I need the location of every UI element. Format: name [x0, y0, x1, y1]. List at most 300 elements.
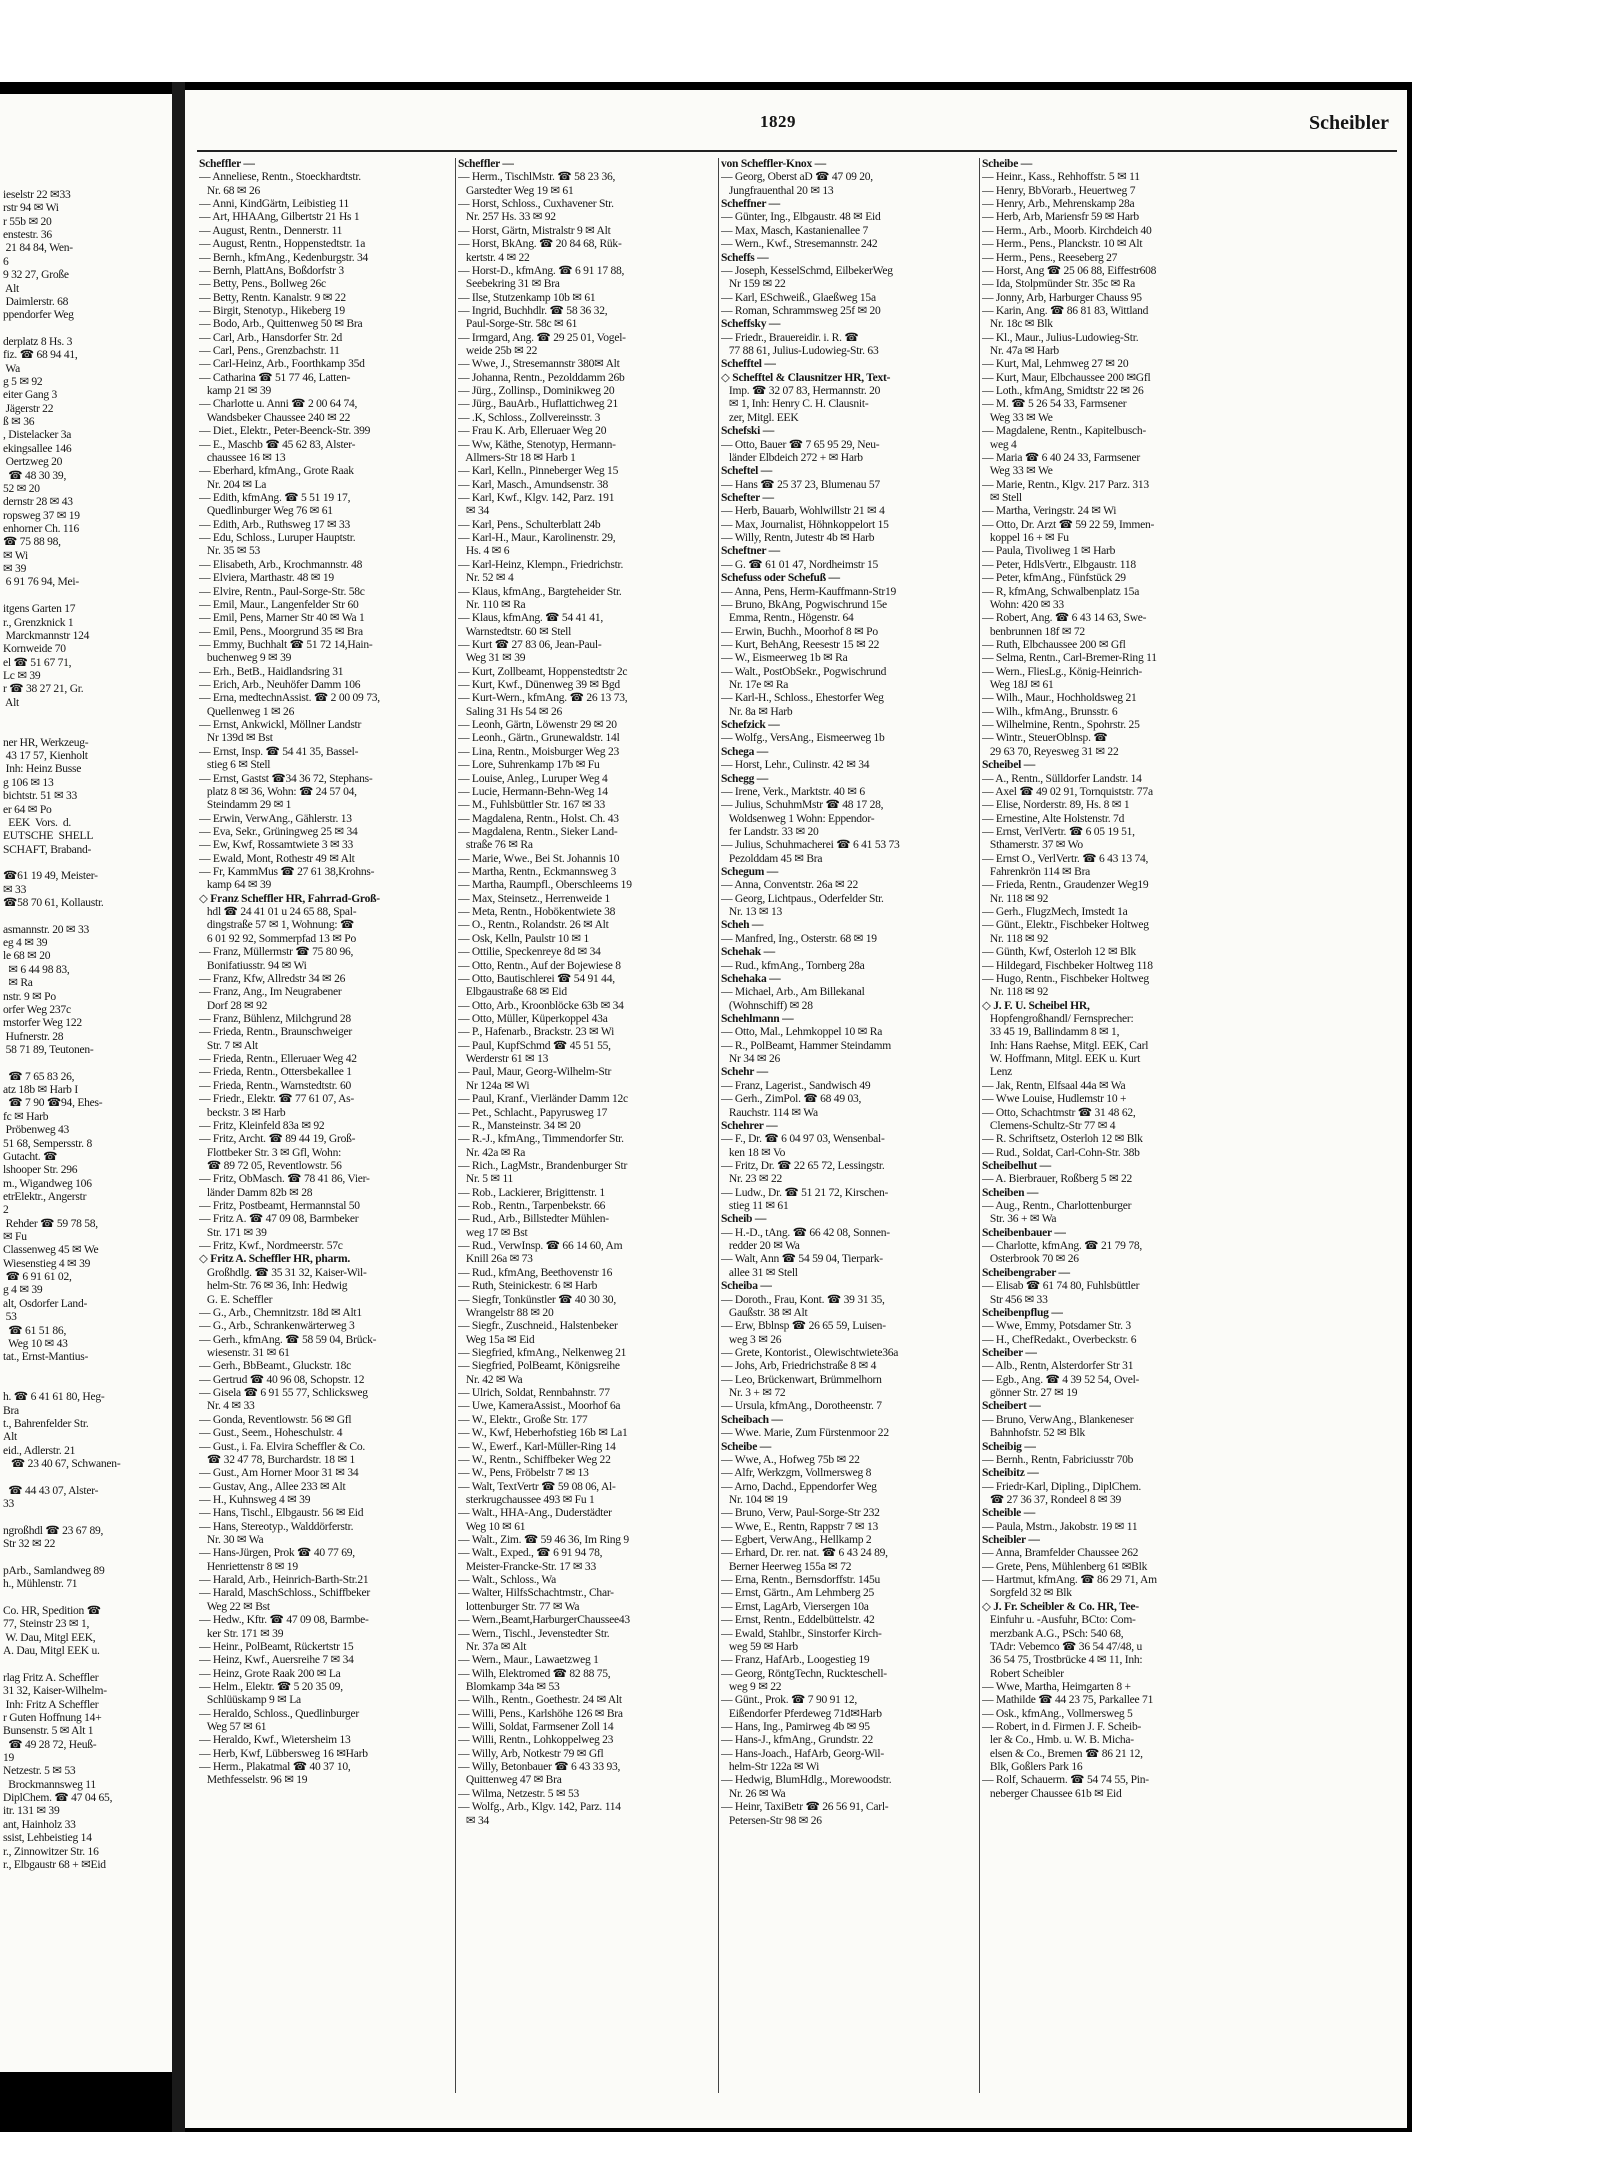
directory-entry-line: — Doroth., Frau, Kont. ☎ 39 31 35, — [721, 1293, 885, 1306]
directory-entry-line: Wa — [3, 362, 21, 375]
directory-entry-line: Scheibenbauer — — [982, 1226, 1066, 1239]
directory-entry-line — [3, 1378, 171, 1391]
directory-entry-line: — Fritz, Kleinfeld 83a ✉ 92 — [199, 1119, 325, 1132]
directory-entry-line: — Wern., Kwf., Stresemannstr. 242 — [721, 238, 878, 251]
directory-entry-line: DiplChem. ☎ 47 04 65, — [3, 1792, 113, 1805]
directory-entry-line: ler & Co., Hmb. u. W. B. Micha- — [982, 1734, 1134, 1747]
directory-entry-line: — Grete, Kontorist., Olewischtwiete36a — [721, 1346, 899, 1359]
directory-entry-line: Scheibel — — [982, 759, 1035, 772]
directory-entry-line: — Anna, Bramfelder Chaussee 262 — [982, 1547, 1139, 1560]
directory-entry-line: — Hildegard, Fischbeker Holtweg 118 — [982, 959, 1153, 972]
directory-entry-line: — M., Fuhlsbüttler Str. 167 ✉ 33 — [458, 799, 605, 812]
directory-entry-line: — G., Arb., Schrankenwärterweg 3 — [199, 1320, 355, 1333]
directory-entry-line: — Hans, Stereotyp., Walddörferstr. — [199, 1520, 354, 1533]
directory-entry-line: Marckmannstr 124 — [3, 629, 90, 642]
directory-entry-line: — Kurt, Kwf., Dünenweg 39 ✉ Bgd — [458, 679, 620, 692]
directory-entry-line: — W., Rentn., Schiffbeker Weg 22 — [458, 1453, 611, 1466]
directory-entry-line: g 4 ✉ 39 — [3, 1284, 43, 1297]
directory-entry-line: — Hans, Ing., Pamirweg 4b ✉ 95 — [721, 1721, 870, 1734]
directory-entry-line: Weg 22 ✉ Bst — [199, 1600, 270, 1613]
directory-entry-line: — Kurt-Wern., kfmAng. ☎ 26 13 73, — [458, 692, 628, 705]
directory-entry-line: — Gonda, Reventlowstr. 56 ✉ Gfl — [199, 1413, 352, 1426]
directory-entry-line: — Leo, Brückenwart, Brümmelhorn — [721, 1373, 882, 1386]
directory-entry-line: — Paula, Mstrn., Jakobstr. 19 ✉ 11 — [982, 1520, 1138, 1533]
directory-entry-line: EUTSCHE SHELL — [3, 830, 94, 843]
directory-entry-line: helm-Str. 76 ✉ 36, Inh: Hedwig — [199, 1280, 348, 1293]
directory-entry-line: — Friedr., Elektr. ☎ 77 61 07, As- — [199, 1093, 355, 1106]
directory-entry-line: — Michael, Arb., Am Billekanal — [721, 986, 865, 999]
directory-entry-line: — Elisabeth, Arb., Krochmannstr. 48 — [199, 558, 363, 571]
directory-entry-line: — Erh., BetB., Haidlandsring 31 — [199, 665, 344, 678]
directory-entry-line: r., Elbgaustr 68 + ✉Eid — [3, 1858, 106, 1871]
directory-entry-line: Scheibler — — [982, 1534, 1040, 1547]
directory-entry-line: Scheiber — — [982, 1346, 1037, 1359]
directory-entry-line: h., Mühlenstr. 71 — [3, 1578, 78, 1591]
directory-entry-line: Petersen-Str 98 ✉ 26 — [721, 1814, 822, 1827]
directory-entry-line: — Charlotte u. Anni ☎ 2 00 64 74, — [199, 398, 358, 411]
scanned-spread — [0, 82, 1412, 2132]
directory-entry-line: Nr 159 ✉ 22 — [721, 278, 786, 291]
directory-entry-line: r Guten Hoffnung 14+ — [3, 1711, 102, 1724]
directory-entry-line: Alt — [3, 696, 20, 709]
directory-entry-line: rlag Fritz A. Scheffler — [3, 1671, 99, 1684]
directory-entry-line: 77, Steinstr 23 ✉ 1, — [3, 1618, 90, 1631]
directory-entry-line: — Edu, Schloss., Luruper Hauptstr. — [199, 532, 356, 545]
directory-entry-line: — Ottilie, Speckenreye 8d ✉ 34 — [458, 946, 601, 959]
running-head: Scheibler — [1309, 112, 1389, 134]
directory-entry-line: Nr. 42 ✉ Wa — [458, 1373, 523, 1386]
directory-entry-line: atz 18b ✉ Harb I — [3, 1084, 78, 1097]
directory-entry-line: — Karl, ESchweiß., Glaeßweg 15a — [721, 291, 876, 304]
directory-entry-line: — Hugo, Rentn., Fischbeker Holtweg — [982, 972, 1149, 985]
directory-entry-line: Gutacht. ☎ — [3, 1150, 58, 1163]
directory-entry-line: chaussee 16 ✉ 13 — [199, 451, 286, 464]
directory-entry-line: — Gerh., ZimPol. ☎ 68 49 03, — [721, 1093, 862, 1106]
directory-entry-line: ner HR, Werkzeug- — [3, 736, 89, 749]
directory-entry-line: Fahrenkrön 114 ✉ Bra — [982, 866, 1091, 879]
directory-entry-line: — Marie, Rentn., Klgv. 217 Parz. 313 — [982, 478, 1149, 491]
directory-entry-line: Lenz — [982, 1066, 1012, 1079]
directory-entry-line: — Willi, Soldat, Farmsener Zoll 14 — [458, 1721, 614, 1734]
directory-entry-line: Nr. 23 ✉ 22 — [721, 1173, 783, 1186]
directory-entry-line: Nr. 3 + ✉ 72 — [721, 1387, 786, 1400]
directory-entry-line — [3, 857, 171, 870]
directory-entry-line: ☎ 27 36 37, Rondeel 8 ✉ 39 — [982, 1493, 1122, 1506]
directory-entry-line: Quittenweg 47 ✉ Bra — [458, 1774, 562, 1787]
directory-entry-line: Pröbenweg 43 — [3, 1124, 70, 1137]
directory-entry-line: ☎61 19 49, Meister- — [3, 870, 98, 883]
directory-entry-line: ppendorfer Weg — [3, 309, 74, 322]
directory-entry-line: Schehr — — [721, 1066, 768, 1079]
directory-entry-line: Sorgfeld 32 ✉ Blk — [982, 1587, 1072, 1600]
directory-entry-line: — Bruno, Verw, Paul-Sorge-Str 232 — [721, 1507, 880, 1520]
directory-entry-line: — Karl, Masch., Amundsenstr. 38 — [458, 478, 609, 491]
directory-entry-line: Weg 57 ✉ 61 — [199, 1721, 267, 1734]
directory-entry-line: — Heraldo, Kwf., Wietersheim 13 — [199, 1734, 351, 1747]
directory-entry-line: — Johs, Arb, Friedrichstraße 8 ✉ 4 — [721, 1360, 877, 1373]
directory-entry-line: Str. 36 + ✉ Wa — [982, 1213, 1057, 1226]
directory-entry-line: ✉ 1, Inh: Henry C. H. Clausnit- — [721, 398, 869, 411]
directory-entry-line: — Lucie, Hermann-Behn-Weg 14 — [458, 785, 608, 798]
directory-entry-line: — Wern., Tischl., Jevenstedter Str. — [458, 1627, 610, 1640]
directory-entry-line: — E., Maschb ☎ 45 62 83, Alster- — [199, 438, 356, 451]
directory-entry-line: Scheibitz — — [982, 1467, 1039, 1480]
directory-entry-line: Hufnerstr. 28 — [3, 1030, 64, 1043]
directory-entry-line: nstr. 9 ✉ Po — [3, 990, 56, 1003]
directory-entry-line: fc ✉ Harb — [3, 1110, 49, 1123]
directory-entry-line: alt, Osdorfer Land- — [3, 1297, 88, 1310]
directory-entry-line: — Martha, Rentn., Eckmannsweg 3 — [458, 866, 617, 879]
directory-entry-line: — Walt., HHA-Ang., Duderstädter — [458, 1507, 612, 1520]
directory-entry-line: Bra — [3, 1404, 19, 1417]
directory-entry-line: — Robert, Ang. ☎ 6 43 14 63, Swe- — [982, 612, 1147, 625]
directory-entry-line: — Otto, Müller, Küperkoppel 43a — [458, 1013, 608, 1025]
directory-entry-line: — Ulrich, Soldat, Rennbahnstr. 77 — [458, 1387, 610, 1400]
directory-entry-line: — P., Hafenarb., Brackstr. 23 ✉ Wi — [458, 1026, 615, 1039]
directory-entry-line: Robert Scheibler — [982, 1667, 1064, 1680]
directory-entry-line: — O., Rentn., Rolandstr. 26 ✉ Alt — [458, 919, 609, 932]
directory-entry-line — [3, 1592, 171, 1605]
directory-entry-line: Scheiben — — [982, 1186, 1039, 1199]
directory-entry-line: weg 4 — [982, 438, 1017, 451]
directory-entry-line: 6 91 76 94, Mei- — [3, 576, 79, 589]
directory-entry-line: — Georg, Oberst aD ☎ 47 09 20, — [721, 171, 873, 184]
directory-entry-line: Schefuss oder Schefuß — — [721, 572, 840, 585]
directory-entry-line: — Alfr, Werkzgm, Vollmersweg 8 — [721, 1467, 872, 1480]
directory-entry-line: — Harald, MaschSchloss., Schiffbeker — [199, 1587, 371, 1600]
directory-entry-line: ◇ Franz Scheffler HR, Fahrrad-Groß- — [199, 892, 380, 905]
directory-entry-line: — Wolfg., Arb., Klgv. 142, Parz. 114 — [458, 1801, 621, 1814]
directory-entry-line: — Osk., kfmAng., Vollmersweg 5 — [982, 1707, 1133, 1720]
directory-entry-line: Großhdlg. ☎ 35 31 32, Kaiser-Wil- — [199, 1266, 367, 1279]
directory-entry-line: Osterbrook 70 ✉ 26 — [982, 1253, 1079, 1266]
directory-entry-line: — Kurt, Maur, Elbchaussee 200 ✉Gfl — [982, 371, 1151, 384]
directory-entry-line: elsen & Co., Bremen ☎ 86 21 12, — [982, 1747, 1143, 1760]
directory-entry-line — [3, 1659, 171, 1672]
directory-entry-line: — Wwe, Emmy, Potsdamer Str. 3 — [982, 1320, 1131, 1333]
directory-entry-line: — Ernestine, Alte Holstenstr. 7d — [982, 812, 1125, 825]
directory-entry-line: sterkrugchaussee 493 ✉ Fu 1 — [458, 1493, 595, 1506]
directory-entry-line: — Ewald, Stahlbr., Sinstorfer Kirch- — [721, 1627, 882, 1640]
directory-entry-line: — Eva, Sekr., Grüningweg 25 ✉ 34 — [199, 825, 358, 838]
directory-entry-line: — Karl, Kwf., Klgv. 142, Parz. 191 — [458, 491, 615, 504]
directory-entry-line: 51 68, Sempersstr. 8 — [3, 1137, 92, 1150]
directory-entry-line: — Hans-Joach., HafArb, Georg-Wil- — [721, 1747, 884, 1760]
directory-entry-line: Jägerstr 22 — [3, 402, 54, 415]
directory-entry-line: helm-Str 122a ✉ Wi — [721, 1761, 820, 1774]
directory-entry-line: — Pet., Schlacht., Papyrusweg 17 — [458, 1106, 608, 1119]
directory-column-4 — [982, 158, 1250, 1801]
directory-entry-line: weg 17 ✉ Bst — [458, 1226, 528, 1239]
directory-entry-line: — Rob., Rentn., Tarpenbekstr. 66 — [458, 1200, 606, 1213]
directory-entry-line: Blk, Goßlers Park 16 — [982, 1761, 1083, 1774]
directory-entry-line: — Erna, Rentn., Bernsdorffstr. 145u — [721, 1574, 881, 1587]
directory-entry-line: Bahnhofstr. 52 ✉ Blk — [982, 1427, 1086, 1440]
directory-entry-line: Werderstr 61 ✉ 13 — [458, 1053, 549, 1066]
directory-entry-line: r 55b ✉ 20 — [3, 215, 52, 228]
directory-entry-line: — Meta, Rentn., Hobökentwiete 38 — [458, 906, 616, 919]
directory-entry-line: — Paula, Tivoliweg 1 ✉ Harb — [982, 545, 1116, 558]
directory-entry-line: — H.-D., tAng. ☎ 66 42 08, Sonnen- — [721, 1226, 890, 1239]
directory-entry-line: — Carl-Heinz, Arb., Foorthkamp 35d — [199, 358, 365, 371]
directory-entry-line: Jungfrauenthal 20 ✉ 13 — [721, 184, 834, 197]
directory-entry-line: Kornweide 70 — [3, 643, 66, 656]
book-gutter — [172, 82, 185, 2132]
directory-entry-line: — Otto, Bautischlerei ☎ 54 91 44, — [458, 972, 615, 985]
directory-entry-line: — Karl-Heinz, Klempn., Friedrichstr. — [458, 558, 624, 571]
directory-entry-line: Imp. ☎ 32 07 83, Hermannstr. 20 — [721, 385, 881, 398]
directory-entry-line: Nr. 18c ✉ Blk — [982, 318, 1053, 331]
directory-entry-line: — Magdalene, Rentn., Kapitelbusch- — [982, 425, 1147, 438]
directory-entry-line: — Hans ☎ 25 37 23, Blumenau 57 — [721, 478, 880, 491]
directory-entry-line: g 106 ✉ 13 — [3, 776, 54, 789]
directory-entry-line: Flottbeker Str. 3 ✉ Gfl, Wohn: — [199, 1146, 342, 1159]
directory-entry-line: ngroßhdl ☎ 23 67 89, — [3, 1524, 104, 1537]
directory-entry-line: — Otto, Arb., Kroonblöcke 63b ✉ 34 — [458, 999, 624, 1012]
directory-entry-line: — Wilhelmine, Rentn., Spohrstr. 25 — [982, 719, 1140, 732]
directory-entry-line: — Franz, Lagerist., Sandwisch 49 — [721, 1079, 871, 1092]
column-divider — [718, 158, 719, 2093]
directory-entry-line: — Elisab ☎ 61 74 80, Fuhlsbüttler — [982, 1280, 1140, 1293]
directory-entry-line: — Bernh., Rentn, Fabriciusstr 70b — [982, 1453, 1134, 1466]
directory-entry-line: 29 63 70, Reyesweg 31 ✉ 22 — [982, 745, 1119, 758]
directory-entry-line: Hopfengroßhandl/ Fernsprecher: — [982, 1013, 1134, 1025]
directory-entry-line: — Gertrud ☎ 40 96 08, Schopstr. 12 — [199, 1373, 365, 1386]
directory-entry-line: — Willi, Rentn., Lohkoppelweg 23 — [458, 1734, 614, 1747]
directory-entry-line: — Marie, Wwe., Bei St. Johannis 10 — [458, 852, 620, 865]
directory-entry-line: — Walt, Ann ☎ 54 59 04, Tierpark- — [721, 1253, 883, 1266]
directory-entry-line: — Frieda, Rentn., Elleruaer Weg 42 — [199, 1053, 357, 1066]
directory-entry-line: — R., Mansteinstr. 34 ✉ 20 — [458, 1119, 581, 1132]
directory-entry-line: — Hartmut, kfmAng. ☎ 86 29 71, Am — [982, 1574, 1157, 1587]
directory-entry-line: itr. 131 ✉ 39 — [3, 1805, 60, 1818]
directory-entry-line: — Wern., FliesLg., König-Heinrich- — [982, 665, 1143, 678]
directory-entry-line: 77 88 61, Julius-Ludowieg-Str. 63 — [721, 345, 879, 358]
directory-entry-line: — Bruno, BkAng, Pogwischrund 15e — [721, 598, 887, 611]
directory-entry-line: länder Damm 82b ✉ 28 — [199, 1186, 313, 1199]
directory-entry-line: Emma, Rentn., Högenstr. 64 — [721, 612, 854, 625]
directory-entry-line: Scheibe — — [982, 158, 1033, 170]
directory-entry-line: — Walt., PostObSekr., Pogwischrund — [721, 665, 887, 678]
directory-entry-line: Gaußstr. 38 ✉ Alt — [721, 1306, 808, 1319]
directory-entry-line: Wandsbeker Chaussee 240 ✉ 22 — [199, 411, 351, 424]
directory-entry-line: wiesenstr. 31 ✉ 61 — [199, 1346, 290, 1359]
directory-entry-line: — Wwe, E., Rentn, Rappstr 7 ✉ 13 — [721, 1520, 879, 1533]
directory-entry-line: — Birgit, Stenotyp., Hikeberg 19 — [199, 304, 345, 317]
directory-entry-line: — Horst, Ang ☎ 25 06 88, Eiffestr608 — [982, 264, 1157, 277]
directory-entry-line: 52 ✉ 20 — [3, 482, 40, 495]
directory-entry-line: — Anna, Conventstr. 26a ✉ 22 — [721, 879, 859, 892]
directory-entry-line: stieg 11 ✉ 61 — [721, 1200, 789, 1213]
directory-entry-line: eid., Adlerstr. 21 — [3, 1444, 76, 1457]
directory-entry-line: — Heinz, Kwf., Auersreihe 7 ✉ 34 — [199, 1654, 354, 1667]
directory-entry-line: — Wilh., Rentn., Goethestr. 24 ✉ Alt — [458, 1694, 622, 1707]
directory-entry-line: ☎ 48 30 39, — [3, 469, 67, 482]
directory-entry-line: Scheibenpflug — — [982, 1306, 1063, 1319]
directory-entry-line: — Aug., Rentn., Charlottenburger — [982, 1200, 1132, 1213]
directory-entry-line: itgens Garten 17 — [3, 603, 76, 616]
directory-entry-line: — Jak, Rentn, Elfsaal 44a ✉ Wa — [982, 1079, 1126, 1092]
directory-entry-line: — Erwin, VerwAng., Gählerstr. 13 — [199, 812, 352, 825]
directory-entry-line: Wrangelstr 88 ✉ 20 — [458, 1306, 554, 1319]
directory-entry-line: — H., Kuhnsweg 4 ✉ 39 — [199, 1493, 311, 1506]
directory-entry-line: (Wohnschiff) ✉ 28 — [721, 999, 813, 1012]
directory-entry-line: Schehaka — — [721, 972, 781, 985]
directory-entry-line: — Gust., Am Horner Moor 31 ✉ 34 — [199, 1467, 359, 1480]
directory-entry-line: — Maria ☎ 6 40 24 33, Farmsener — [982, 451, 1140, 464]
directory-entry-line: ✉ 34 — [458, 1814, 490, 1827]
directory-entry-line: Inh: Hans Raehse, Mitgl. EEK, Carl — [982, 1039, 1149, 1052]
directory-entry-line: Weg 31 ✉ 39 — [458, 652, 526, 665]
directory-entry-line: Inh: Fritz A Scheffler — [3, 1698, 99, 1711]
directory-column-2 — [458, 158, 716, 1828]
directory-entry-line: ✉ Wi — [3, 549, 28, 562]
directory-entry-line: — Fritz, Kwf., Nordmeerstr. 57c — [199, 1240, 343, 1253]
directory-entry-line: — Peter, HdlsVertr., Elbgaustr. 118 — [982, 558, 1136, 571]
directory-entry-line: Meister-Francke-Str. 17 ✉ 33 — [458, 1560, 596, 1573]
directory-entry-line: Scheibig — — [982, 1440, 1036, 1453]
directory-entry-line: ✉ 6 44 98 83, — [3, 963, 70, 976]
directory-entry-line: — Herm., TischlMstr. ☎ 58 23 36, — [458, 171, 616, 184]
directory-entry-line: — Jürg., Zollinsp., Dominikweg 20 — [458, 385, 615, 398]
directory-entry-line: m., Wigandweg 106 — [3, 1177, 92, 1190]
directory-entry-line: — Fritz, Dr. ☎ 22 65 72, Lessingstr. — [721, 1159, 885, 1172]
directory-entry-line: — H., ChefRedakt., Overbeckstr. 6 — [982, 1333, 1137, 1346]
directory-entry-line: Scheible — — [982, 1507, 1035, 1520]
directory-entry-line: Scheh — — [721, 919, 764, 932]
directory-entry-line: — Bernh., kfmAng., Kedenburgstr. 34 — [199, 251, 369, 264]
directory-entry-line: — Emil, Maur., Langenfelder Str 60 — [199, 598, 359, 611]
directory-entry-line: Nr. 118 ✉ 92 — [982, 892, 1049, 905]
directory-entry-line: — Ernst, LagArb, Viersergen 10a — [721, 1600, 869, 1613]
directory-entry-line: Methfesselstr. 96 ✉ 19 — [199, 1774, 308, 1787]
directory-entry-line: — Art, HHAAng, Gilbertstr 21 Hs 1 — [199, 211, 360, 224]
directory-entry-line: zer, Mitgl. EEK — [721, 411, 799, 424]
directory-entry-line: Hs. 4 ✉ 6 — [458, 545, 510, 558]
directory-entry-line: redder 20 ✉ Wa — [721, 1240, 800, 1253]
directory-entry-line: — Frieda, Rentn., Warnstedtstr. 60 — [199, 1079, 351, 1092]
directory-entry-line: Scheftner — — [721, 545, 780, 558]
directory-entry-line: Scheffler — — [458, 158, 514, 170]
directory-entry-line: — Karin, Ang. ☎ 86 81 83, Wittland — [982, 304, 1149, 317]
directory-entry-line: Oertzweg 20 — [3, 456, 63, 469]
directory-entry-line: ker Str. 171 ✉ 39 — [199, 1627, 284, 1640]
directory-entry-line: Scheib — — [721, 1213, 767, 1226]
directory-entry-line: — Frieda, Rentn., Ottersbekallee 1 — [199, 1066, 352, 1079]
directory-entry-line: Eißendorfer Pferdeweg 71d✉Harb — [721, 1707, 882, 1720]
directory-entry-line: — Elvire, Rentn., Paul-Sorge-Str. 58c — [199, 585, 365, 598]
directory-entry-line: — Rud., VerwInsp. ☎ 66 14 60, Am — [458, 1240, 623, 1253]
directory-entry-line: — Franz, Bühlenz, Milchgrund 28 — [199, 1013, 351, 1025]
directory-entry-line: — Egb., Ang. ☎ 4 39 52 54, Ovel- — [982, 1373, 1140, 1386]
directory-entry-line: Nr 34 ✉ 26 — [721, 1053, 781, 1066]
directory-entry-line: — Ludw., Dr. ☎ 51 21 72, Kirschen- — [721, 1186, 889, 1199]
directory-entry-line: — Kurt, BehAng, Reesestr 15 ✉ 22 — [721, 638, 880, 651]
directory-entry-line: — Jonny, Arb, Harburger Chauss 95 — [982, 291, 1142, 304]
directory-entry-line: — Rud., Arb., Billstedter Mühlen- — [458, 1213, 609, 1226]
directory-entry-line: G. E. Scheffler — [199, 1293, 273, 1306]
directory-entry-line: dernstr 28 ✉ 43 — [3, 496, 73, 509]
directory-page — [185, 90, 1407, 2128]
directory-entry-line: r., Grenzknick 1 — [3, 616, 74, 629]
directory-entry-line: — Horst-D., kfmAng. ☎ 6 91 17 88, — [458, 264, 625, 277]
directory-entry-line: weg 3 ✉ 26 — [721, 1333, 782, 1346]
directory-entry-line: — Loth., kfmAng, Smidtstr 22 ✉ 26 — [982, 385, 1144, 398]
directory-entry-line: Rauchstr. 114 ✉ Wa — [721, 1106, 818, 1119]
directory-entry-line: — Jürg., BauArb., Huflattichweg 21 — [458, 398, 618, 411]
directory-entry-line: — Martha, Veringstr. 24 ✉ Wi — [982, 505, 1117, 518]
directory-entry-line: le 68 ✉ 20 — [3, 950, 51, 963]
directory-entry-line: Schehrer — — [721, 1119, 778, 1132]
directory-entry-line: — F., Dr. ☎ 6 04 97 03, Wensenbal- — [721, 1133, 885, 1146]
directory-entry-line: weg 59 ✉ Harb — [721, 1640, 798, 1653]
directory-entry-line: — Anna, Pens, Herm-Kauffmann-Str19 — [721, 585, 897, 598]
directory-entry-line: mstorfer Weg 122 — [3, 1017, 82, 1030]
directory-entry-line: — Siegfried, kfmAng., Nelkenweg 21 — [458, 1346, 627, 1359]
directory-entry-line: — Günter, Ing., Elbgaustr. 48 ✉ Eid — [721, 211, 881, 224]
directory-entry-line: — Otto, Bauer ☎ 7 65 95 29, Neu- — [721, 438, 880, 451]
directory-entry-line: von Scheffler-Knox — — [721, 158, 826, 170]
directory-entry-line: gönner Str. 27 ✉ 19 — [982, 1387, 1078, 1400]
directory-entry-line: kertstr. 4 ✉ 22 — [458, 251, 530, 264]
directory-entry-line: Steindamm 29 ✉ 1 — [199, 799, 292, 812]
directory-entry-line: 58 71 89, Teutonen- — [3, 1044, 94, 1056]
directory-entry-line: — Franz, HafArb., Loogestieg 19 — [721, 1654, 870, 1667]
directory-entry-line: — Otto, Schachtmstr ☎ 31 48 62, — [982, 1106, 1136, 1119]
directory-entry-line: — Otto, Dr. Arzt ☎ 59 22 59, Immen- — [982, 518, 1155, 531]
directory-entry-line: Schlüüskamp 9 ✉ La — [199, 1694, 301, 1707]
directory-entry-line: — Ruth, Elbchaussee 200 ✉ Gfl — [982, 638, 1126, 651]
directory-entry-line: Scheibelhut — — [982, 1159, 1051, 1172]
directory-entry-line: Nr. 68 ✉ 26 — [199, 184, 261, 197]
directory-entry-line: ☎ 23 40 67, Schwanen- — [3, 1458, 121, 1471]
directory-entry-line: Henriettenstr 8 ✉ 19 — [199, 1560, 298, 1573]
directory-entry-line: Berner Heerweg 155a ✉ 72 — [721, 1560, 852, 1573]
directory-entry-line: — Paul, KupfSchmd ☎ 45 51 55, — [458, 1039, 611, 1052]
directory-entry-line: — Ernst, Gastst ☎34 36 72, Stephans- — [199, 772, 373, 785]
directory-entry-line: er 64 ✉ Po — [3, 803, 52, 816]
directory-entry-line: Nr. 30 ✉ Wa — [199, 1534, 264, 1547]
directory-entry-line: Str 32 ✉ 22 — [3, 1538, 56, 1551]
directory-entry-line: Scheffs — — [721, 251, 769, 264]
directory-entry-line: ☎ 32 47 78, Burchardstr. 18 ✉ 1 — [199, 1453, 356, 1466]
directory-entry-line: — Peter, kfmAng., Fünfstück 29 — [982, 572, 1126, 585]
directory-entry-line: t., Bahrenfelder Str. — [3, 1418, 89, 1431]
directory-entry-line: merzbank A.G., PSch: 540 68, — [982, 1627, 1124, 1640]
directory-entry-line: — Elviera, Marthastr. 48 ✉ 19 — [199, 572, 334, 585]
directory-entry-line — [3, 590, 171, 603]
directory-entry-line: — Siegfr, Tonkünstler ☎ 40 30 30, — [458, 1293, 616, 1306]
directory-entry-line: — Rud., kfmAng, Beethovenstr 16 — [458, 1266, 613, 1279]
directory-entry-line: — Heraldo, Schloss., Quedlinburger — [199, 1707, 359, 1720]
directory-entry-line: Schegg — — [721, 772, 769, 785]
directory-entry-line: Nr. 8a ✉ Harb — [721, 705, 793, 718]
directory-entry-line: ✉ 34 — [458, 505, 490, 518]
directory-entry-line: — Karl, Pens., Schulterblatt 24b — [458, 518, 601, 531]
directory-entry-line: — Walt., Exped., ☎ 6 91 94 78, — [458, 1547, 603, 1560]
directory-entry-line: Schega — — [721, 745, 769, 758]
directory-entry-line: — Lore, Suhrenkamp 17b ✉ Fu — [458, 759, 600, 772]
directory-entry-line: ☎58 70 61, Kollaustr. — [3, 897, 104, 910]
directory-entry-line: — Kurt ☎ 27 83 06, Jean-Paul- — [458, 638, 602, 651]
directory-entry-line: — Kurt, Zollbeamt, Hoppenstedtstr 2c — [458, 665, 628, 678]
directory-entry-line: — Kl., Maur., Julius-Ludowieg-Str. — [982, 331, 1139, 344]
directory-entry-line: 9 32 27, Große — [3, 269, 69, 282]
directory-entry-line: Quellenweg 1 ✉ 26 — [199, 705, 295, 718]
directory-entry-line: — A. Bierbrauer, Roßberg 5 ✉ 22 — [982, 1173, 1133, 1186]
directory-entry-line: h. ☎ 6 41 61 80, Heg- — [3, 1391, 105, 1404]
directory-entry-line: — Alb., Rentn, Alsterdorfer Str 31 — [982, 1360, 1134, 1373]
